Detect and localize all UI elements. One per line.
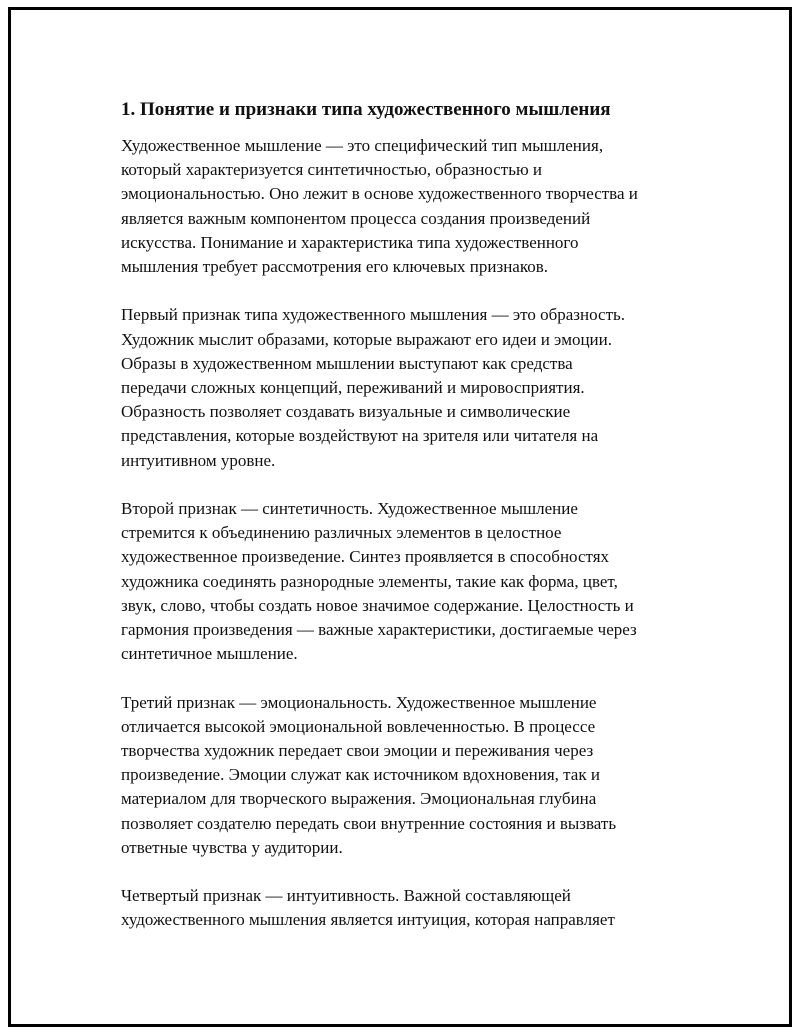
text-line: передачи сложных концепций, переживаний и мировосприятия. [121, 378, 585, 398]
text-line: художественного мышления является интуиция, которая направляет [121, 910, 615, 930]
text-line: Первый признак типа художественного мышления — это образность. [121, 305, 626, 325]
paragraph-first-feature [121, 303, 701, 472]
section-heading: 1. Понятие и признаки типа художественного мышления [121, 99, 611, 120]
text-line: представления, которые воздействуют на зрителя или читателя на [121, 426, 599, 446]
text-line: позволяет создателю передать свои внутренние состояния и вызвать [121, 813, 617, 833]
text-line: синтетичное мышление. [121, 644, 298, 664]
text-line: отличается высокой эмоциональной вовлеченностью. В процессе [121, 716, 596, 736]
paragraph-second-feature [121, 497, 701, 666]
text-line: искусства. Понимание и характеристика типа художественного [121, 232, 579, 252]
text-line: Второй признак — синтетичность. Художественное мышление [121, 499, 578, 519]
text-line: Образы в художественном мышлении выступают как средства [121, 353, 573, 373]
text-line: звук, слово, чтобы создать новое значимое содержание. Целостность и [121, 595, 634, 615]
text-line: является важным компонентом процесса создания произведений [121, 208, 591, 228]
paragraph-fourth-feature [121, 884, 701, 932]
text-line: Образность позволяет создавать визуальные и символические [121, 402, 571, 422]
text-line: ответные чувства у аудитории. [121, 837, 343, 857]
text-line: стремится к объединению различных элементов в целостное [121, 523, 562, 543]
text-line: Четвертый признак — интуитивность. Важной составляющей [121, 886, 571, 906]
text-line: произведение. Эмоции служат как источником вдохновения, так и [121, 765, 600, 785]
text-line: художественное произведение. Синтез проявляется в способностях [121, 547, 610, 567]
text-line: эмоциональностью. Оно лежит в основе художественного творчества и [121, 184, 638, 204]
text-line: Художественное мышление — это специфический тип мышления, [121, 136, 604, 155]
text-line: Третий признак — эмоциональность. Художественное мышление [121, 692, 597, 712]
document-body [121, 98, 701, 957]
text-line: творчества художник передает свои эмоции и переживания через [121, 741, 594, 761]
text-line: который характеризуется синтетичностью, образностью и [121, 160, 542, 180]
text-line: мышления требует рассмотрения его ключевых признаков. [121, 257, 549, 277]
text-line: художника соединять разнородные элементы, такие как форма, цвет, [121, 571, 618, 591]
paragraph-intro [121, 134, 701, 279]
page [8, 7, 792, 1027]
paragraph-third-feature [121, 691, 701, 860]
text-line: Художник мыслит образами, которые выражают его идеи и эмоции. [121, 329, 612, 349]
text-line: гармония произведения — важные характеристики, достигаемые через [121, 620, 637, 640]
text-line: материалом для творческого выражения. Эмоциональная глубина [121, 789, 597, 809]
text-line: интуитивном уровне. [121, 450, 276, 470]
